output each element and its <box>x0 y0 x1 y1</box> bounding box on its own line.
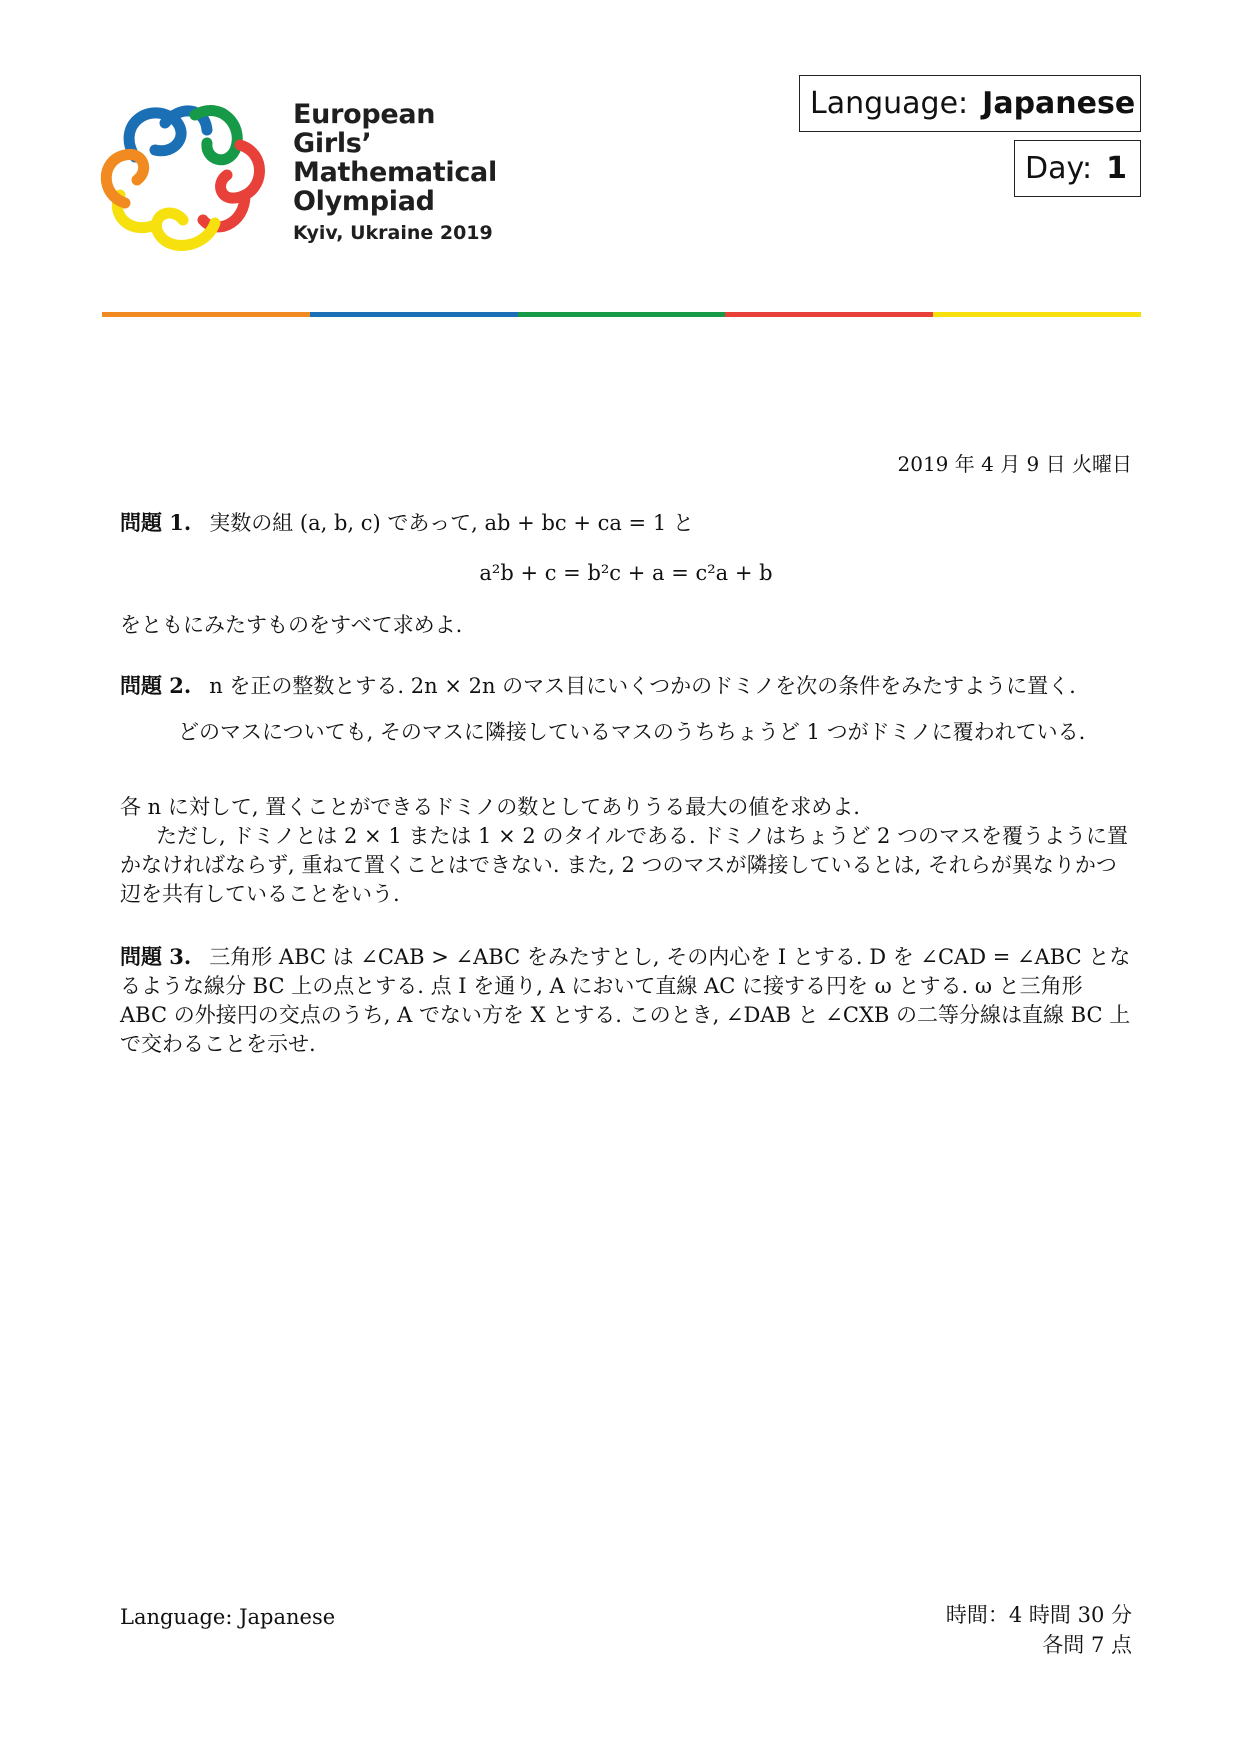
problem-2-intro <box>120 671 1132 701</box>
footer-language: Language: Japanese <box>120 1605 336 1629</box>
rule-red <box>725 312 933 317</box>
logo-green-loop <box>195 110 237 159</box>
day-label: Day: <box>1025 151 1093 186</box>
problem-2-text2: 各 n に対して, 置くことができるドミノの数としてありうる最大の値を求めよ. <box>120 795 860 819</box>
language-value: Japanese <box>982 86 1136 121</box>
problem-3-text: 三角形 ABC は ∠CAB > ∠ABC をみたすとし, その内心を I とする. D を ∠CAD = ∠ABC となるような線分 BC 上の点とする. 点 I を通り, A において直線 AC に接する円を ω とする. ω と三角形 ABC の外接円の交点のうち, A でない方を X とする. このとき, ∠DAB と ∠CXB の二等分線は直線 BC 上で交わることを示せ. <box>120 945 1131 1056</box>
rule-blue <box>310 312 518 317</box>
problem-2-condition: どのマスについても, そのマスに隣接しているマスのうちちょうど 1 つがドミノに覆われている. <box>178 720 1086 744</box>
color-rule <box>102 312 1141 317</box>
footer-points: 各問 7 点 <box>1042 1633 1132 1657</box>
problem-3-label: 問題 3. <box>120 944 192 969</box>
problem-3 <box>120 942 1132 1059</box>
org-name <box>293 100 497 216</box>
exam-date: 2019 年 4 月 9 日 火曜日 <box>897 452 1132 476</box>
org-line3: Mathematical <box>293 157 497 188</box>
footer-info <box>946 1600 1132 1660</box>
language-label: Language: <box>810 86 969 121</box>
problem-1-text1: 実数の組 (a, b, c) であって, ab + bc + ca = 1 と <box>209 511 694 535</box>
org-line1: European <box>293 99 436 130</box>
problem-2-label: 問題 2. <box>120 673 192 698</box>
rule-yellow <box>933 312 1141 317</box>
org-line2: Girls’ <box>293 128 372 159</box>
day-box <box>1014 140 1141 197</box>
problem-2-text1: n を正の整数とする. 2n × 2n のマス目にいくつかのドミノを次の条件をみたすように置く. <box>209 674 1076 698</box>
org-line4: Olympiad <box>293 186 435 217</box>
problem-1-text2: をともにみたすものをすべて求めよ. <box>120 613 463 637</box>
language-box <box>799 75 1141 132</box>
problem-1-label: 問題 1. <box>120 510 192 535</box>
day-value: 1 <box>1106 151 1128 186</box>
problem-2-text3: ただし, ドミノとは 2 × 1 または 1 × 2 のタイルである. ドミノはちょうど 2 つのマスを覆うように置かなければならず, 重ねて置くことはできない. また, 2 つのマスが隣接しているとは, それらが異なりかつ辺を共有していることをいう. <box>120 824 1129 906</box>
egmo-logo-icon <box>95 95 275 260</box>
footer-time: 時間：4 時間 30 分 <box>945 1603 1132 1627</box>
problem-1-intro <box>120 508 1132 538</box>
org-location: Kyiv, Ukraine 2019 <box>293 222 493 244</box>
rule-orange <box>102 312 310 317</box>
problem-1-equation: a²b + c = b²c + a = c²a + b <box>479 561 773 585</box>
rule-green <box>518 312 726 317</box>
